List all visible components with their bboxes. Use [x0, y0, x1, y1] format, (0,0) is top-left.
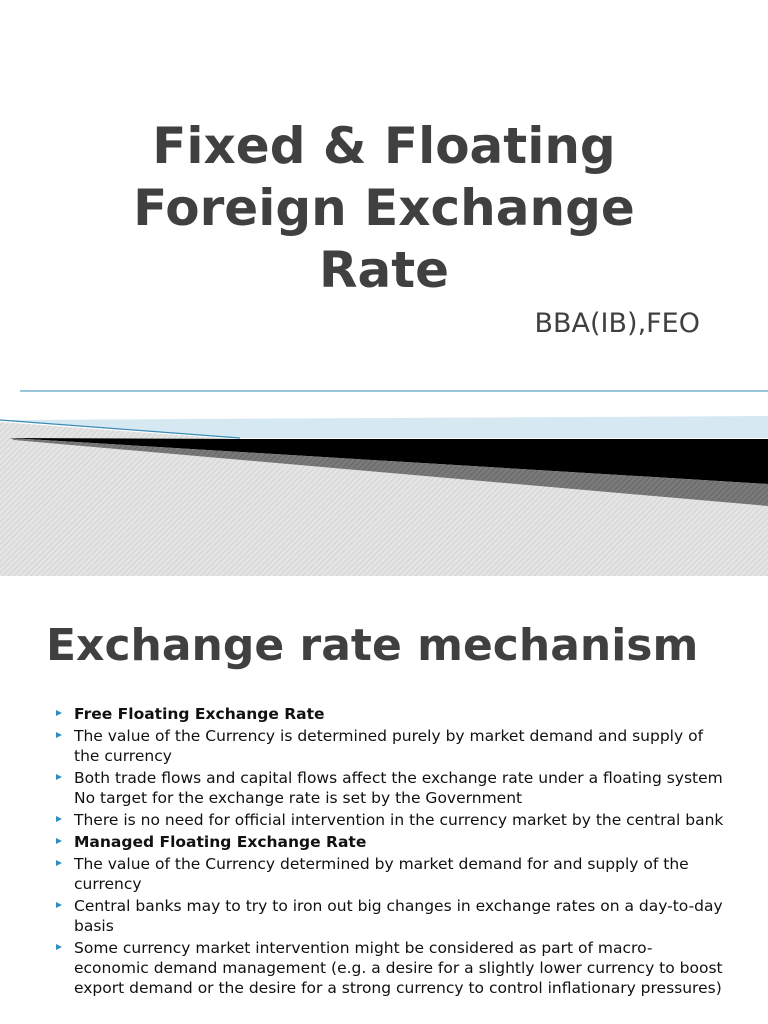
title-line-1: Fixed & Floating [152, 117, 616, 175]
bullet-text: Free Floating Exchange Rate [74, 705, 325, 723]
bullet-item [52, 768, 724, 808]
bullet-arrow-icon [56, 732, 62, 738]
bullet-arrow-icon [56, 944, 62, 950]
bullet-item [52, 726, 724, 766]
bullet-item [52, 810, 724, 830]
bullet-text: Managed Floating Exchange Rate [74, 833, 367, 851]
bullet-text: The value of the Currency determined by market demand for and supply of the currency [74, 855, 689, 893]
bullet-text: There is no need for official intervention in the currency market by the central bank [74, 811, 724, 829]
bullet-list [52, 704, 724, 1000]
bullet-item [52, 854, 724, 894]
slide-subtitle: BBA(IB),FEO [534, 308, 700, 339]
content-slide [0, 576, 768, 1024]
bullet-item [52, 832, 724, 852]
bullet-text: Some currency market intervention might be considered as part of macro-economic demand management (e.g. a desire for a slightly lower currency to boost export demand or the desire for a strong currency to control inflationary pressures) [74, 939, 723, 997]
title-line-3: Rate [318, 241, 450, 299]
bullet-text-continued: No target for the exchange rate is set by the Government [74, 789, 523, 807]
bullet-item [52, 704, 724, 724]
bullet-text: Both trade flows and capital flows affect the exchange rate under a floating system [74, 769, 723, 787]
slide-heading: Exchange rate mechanism [46, 620, 699, 671]
slide-title [60, 115, 708, 301]
bullet-arrow-icon [56, 710, 62, 716]
bullet-arrow-icon [56, 860, 62, 866]
bullet-arrow-icon [56, 774, 62, 780]
bullet-item [52, 938, 724, 998]
bullet-text: Central banks may to try to iron out big changes in exchange rates on a day-to-day basis [74, 897, 723, 935]
bullet-arrow-icon [56, 902, 62, 908]
decorative-bands [0, 380, 768, 576]
bullet-item [52, 896, 724, 936]
bullet-arrow-icon [56, 816, 62, 822]
bullet-text: The value of the Currency is determined purely by market demand and supply of the currency [74, 727, 704, 765]
bullet-arrow-icon [56, 838, 62, 844]
title-line-2: Foreign Exchange [133, 179, 635, 237]
